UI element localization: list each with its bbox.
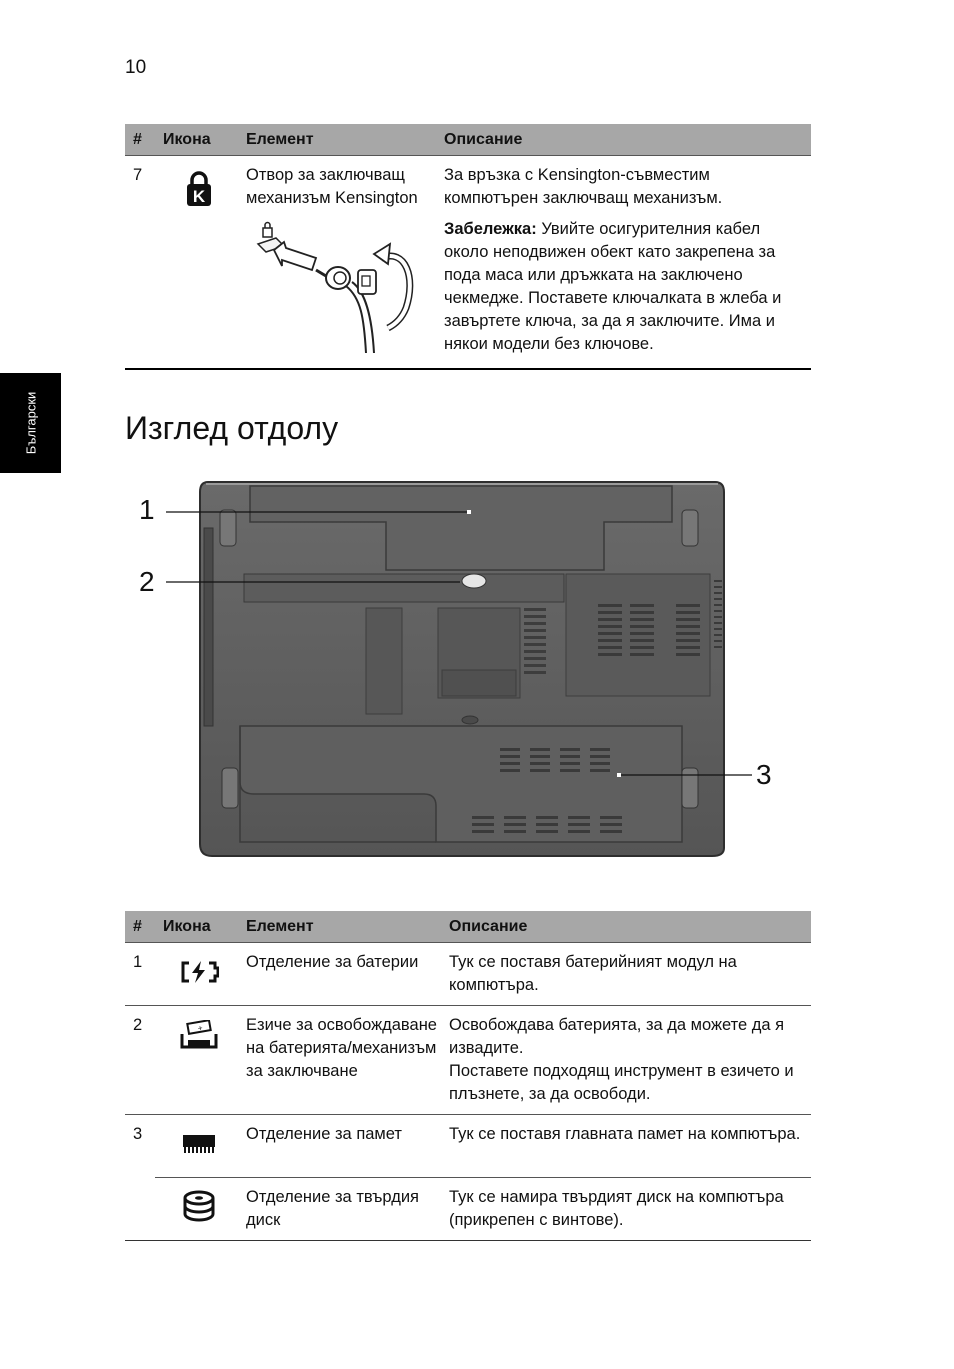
table-header-row (125, 124, 811, 156)
header-element: Елемент (238, 911, 441, 943)
row-num: 1 (125, 943, 155, 1006)
row-description-2: Поставете подходящ инструмент в езичето и плъзнете, за да освободи. (449, 1062, 794, 1103)
table-row (125, 156, 811, 370)
memory-icon (181, 1133, 217, 1155)
row-element: Отвор за заключващ механизъм Kensington (246, 166, 418, 207)
kensington-table (125, 124, 811, 370)
battery-release-icon (178, 1020, 220, 1050)
row-icon-cell (155, 1006, 238, 1115)
row-description-cell (441, 1006, 811, 1115)
kensington-lock-illustration (246, 218, 416, 353)
row-num (125, 1178, 155, 1241)
row-element: Отделение за памет (238, 1115, 441, 1178)
row-description: Освобождава батерията, за да можете да я извадите. (449, 1016, 785, 1057)
note-label: Забележка: (444, 220, 537, 238)
battery-icon (179, 959, 219, 985)
row-element: Отделение за твърдия диск (238, 1178, 441, 1241)
row-num: 7 (125, 156, 155, 370)
callout-1: 1 (139, 494, 155, 525)
language-label: Български (23, 391, 38, 455)
row-description-cell (436, 156, 811, 370)
header-num: # (125, 911, 155, 943)
note (444, 218, 807, 356)
row-element: Езиче за освобождаване на батерията/механизъм за заключване (238, 1006, 441, 1115)
header-icon: Икона (155, 124, 238, 156)
header-description: Описание (441, 911, 811, 943)
svg-text:K: K (192, 187, 205, 206)
page-number: 10 (125, 57, 147, 78)
table-header-row (125, 911, 811, 943)
table-row (125, 1115, 811, 1178)
header-element: Елемент (238, 124, 436, 156)
row-num: 3 (133, 1125, 143, 1143)
bottom-view-table (125, 911, 811, 1241)
row-element-cell (238, 156, 436, 370)
callout-3: 3 (756, 759, 772, 790)
row-description: Тук се поставя батерийният модул на компютъра. (441, 943, 811, 1006)
header-description: Описание (436, 124, 811, 156)
language-side-tab (0, 373, 61, 473)
table-row (125, 943, 811, 1006)
hard-disk-icon (182, 1188, 216, 1224)
row-num: 2 (125, 1006, 155, 1115)
table-row (125, 1006, 811, 1115)
kensington-lock-icon (184, 170, 214, 208)
row-icon-cell (155, 1115, 238, 1178)
table-row (125, 1178, 811, 1241)
note-text: Увийте осигурителния кабел около неподвижен обект като закрепена за пода маса или дръжката на заключено чекмедже. Поставете ключалката в жлеба и завъртете ключа, за да я заключите. Има и някои модели без ключове. (444, 220, 782, 353)
row-icon-cell (155, 943, 238, 1006)
header-icon: Икона (155, 911, 238, 943)
row-description: Тук се намира твърдият диск на компютъра (прикрепен с винтове). (441, 1178, 811, 1241)
section-title: Изглед отдолу (125, 410, 339, 446)
callout-2: 2 (139, 566, 155, 597)
row-description: Тук се поставя главната памет на компютъра. (441, 1115, 811, 1178)
row-element: Отделение за батерии (238, 943, 441, 1006)
svg-text:+: + (196, 1023, 203, 1034)
laptop-bottom-illustration (120, 470, 810, 870)
row-icon-cell (155, 1178, 238, 1241)
row-description: За връзка с Kensington-съвместим компютърен заключващ механизъм. (444, 166, 723, 207)
header-num: # (125, 124, 155, 156)
row-icon-cell (155, 156, 238, 370)
